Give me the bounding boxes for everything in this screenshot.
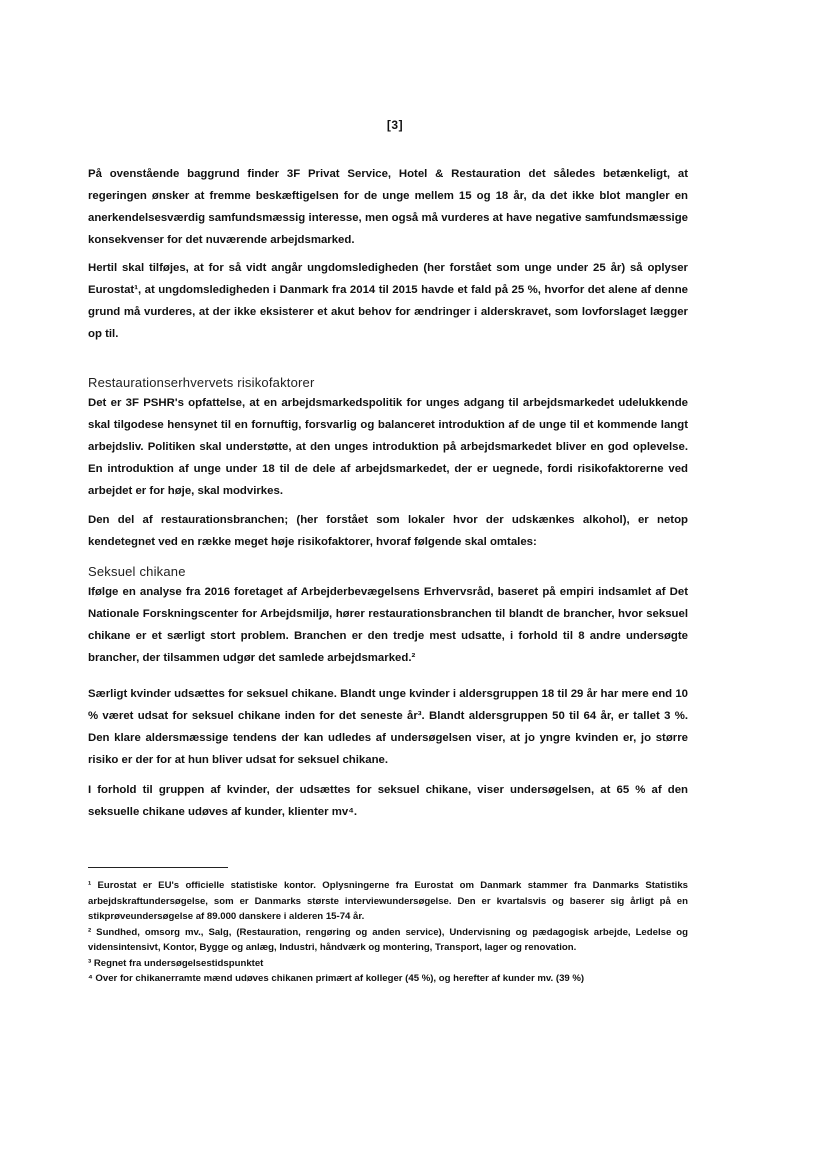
- paragraph-text: Særligt kvinder udsættes for seksuel chikane. Blandt unge kvinder i aldersgruppen 18 til 29 år har mere end 10 % været udsat for seksuel chikane inden for det seneste år³. Blandt aldersgruppen 50 til 64 år, er tallet 3 %. Den klare aldersmæssige tendens der kan udledes af undersøgelsen viser, at jo yngre kvinden er, jo større risiko er der for at hun bliver udsat for seksuel chikane.: [88, 688, 688, 766]
- section-heading: Seksuel chikane: [88, 564, 186, 579]
- section-heading: Restaurationserhvervets risikofaktorer: [88, 375, 315, 390]
- sexual-harassment-paragraph-3: [88, 779, 688, 823]
- paragraph-text: På ovenstående baggrund finder 3F Privat Service, Hotel & Restauration det således betænkeligt, at regeringen ønsker at fremme beskæftigelsen for de unge mellem 15 og 18 år, da det ikke blot mangler en anerkendelsesværdig samfundsmæssig interesse, men også må vurderes at have negative samfundsmæssige konsekvenser for det nuværende arbejdsmarked.: [88, 168, 688, 246]
- sexual-harassment-paragraph-2: [88, 683, 688, 771]
- paragraph-text: Ifølge en analyse fra 2016 foretaget af Arbejderbevægelsens Erhvervsråd, baseret på empiri indsamlet af Det Nationale Forskningscenter for Arbejdsmiljø, hører restaurationsbranchen til blandt de brancher, hvor seksuel chikane er et særligt stort problem. Branchen er den tredje mest udsatte, i forhold til 8 andre undersøgte brancher, der tilsammen udgør det samlede arbejdsmarked.²: [88, 586, 688, 664]
- page-number: [3]: [386, 118, 404, 132]
- intro-paragraph-2: [88, 257, 688, 345]
- footnote-3: ³ Regnet fra undersøgelsestidspunktet: [88, 957, 264, 969]
- intro-paragraph-1: [88, 163, 688, 251]
- paragraph-text: Den del af restaurationsbranchen; (her forstået som lokaler hvor der udskænkes alkohol), er netop kendetegnet ved en række meget høje risikofaktorer, hvoraf følgende skal omtales:: [88, 514, 688, 548]
- footnote-4: ⁴ Over for chikanerramte mænd udøves chikanen primært af kolleger (45 %), og herefter af kunder mv. (39 %): [88, 973, 585, 984]
- section-sexual-harassment: [88, 563, 688, 669]
- footnote-1: ¹ Eurostat er EU's officielle statistiske kontor. Oplysningerne fra Eurostat om Danmark stammer fra Danmarks Statistiks arbejdskraftundersøgelse, som er Danmarks største interviewundersøgelse. Den er kvartalsvis og baserer sig årligt på en stikprøveundersøgelse af 89.000 danskere i alderen 15-74 år.: [88, 880, 688, 922]
- paragraph-text: I forhold til gruppen af kvinder, der udsættes for seksuel chikane, viser undersøgelsen, at 65 % af den seksuelle chikane udøves af kunder, klienter mv⁴.: [88, 784, 688, 818]
- paragraph-text: Det er 3F PSHR's opfattelse, at en arbejdsmarkedspolitik for unges adgang til arbejdsmarkedet udelukkende skal tilgodese hensynet til en fornuftig, forsvarlig og balanceret introduktion af de unge til et kommende langt arbejdsliv. Politiken skal understøtte, at den unges introduktion på arbejdsmarkedet bliver en god oplevelse. En introduktion af unge under 18 til de dele af arbejdsmarkedet, der er uegnede, fordi risikofaktorerne ved arbejdet er for høje, skal modvirkes.: [88, 397, 688, 497]
- section-risk-factors-paragraph-2: [88, 509, 688, 553]
- section-risk-factors: [88, 374, 688, 502]
- paragraph-text: Hertil skal tilføjes, at for så vidt angår ungdomsledigheden (her forstået som unge under 25 år) så oplyser Eurostat¹, at ungdomsledigheden i Danmark fra 2014 til 2015 havde et fald på 25 %, hvorfor det alene af denne grund må vurderes, at der ikke eksisterer et akut behov for ændringer i alderskravet, som lovforslaget lægger op til.: [88, 262, 688, 340]
- footnotes: [88, 878, 688, 987]
- footnote-2: ² Sundhed, omsorg mv., Salg, (Restauration, rengøring og anden service), Undervisning og pædagogisk arbejde, Ledelse og vidensintensivt, Kontor, Bygge og anlæg, Industri, håndværk og montering, Transport, lager og renovation.: [88, 926, 688, 953]
- footnote-divider: [88, 867, 228, 868]
